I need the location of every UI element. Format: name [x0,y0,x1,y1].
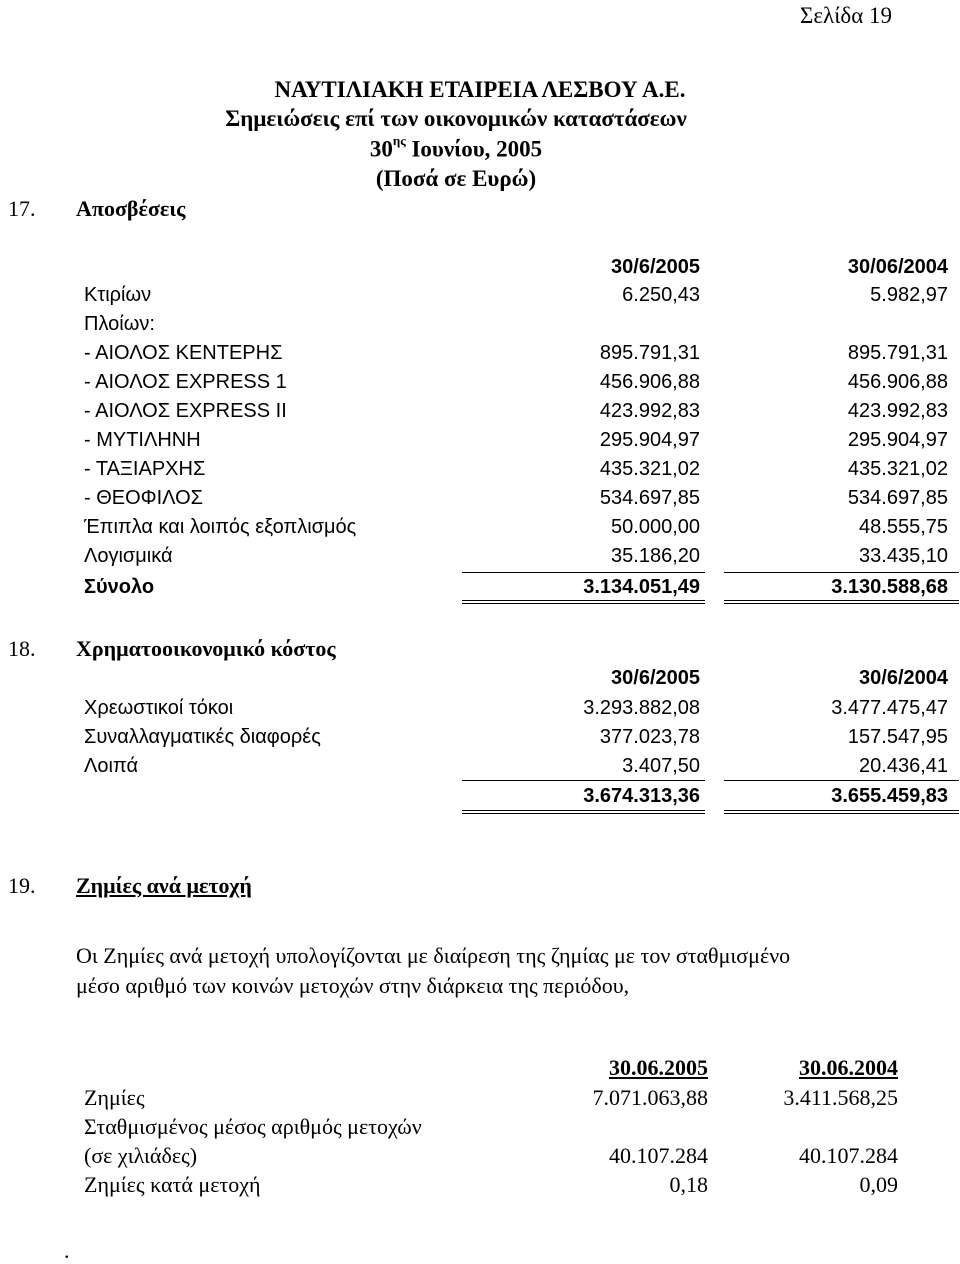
section-18-total-rule-2a [724,810,959,811]
section17-row-label: - ΑΙΟΛΟΣ EXPRESS 1 [84,371,287,393]
section-19-col2-header: 30.06.2004 [799,1055,898,1080]
section-17-subtotal-rule-1 [462,572,705,573]
section17-row-label: - ΤΑΞΙΑΡΧΗΣ [84,458,206,480]
date-suffix: ης [392,133,406,148]
section19-row-label: Ζημίες κατά μετοχή [84,1172,261,1197]
section19-row-value-2: 40.107.284 [799,1143,898,1168]
section-18-col2-header: 30/6/2004 [859,667,948,689]
section17-row-value-2: 456.906,88 [847,371,948,393]
section-18-total-rule-1b [462,813,705,814]
page-number: Σελίδα 19 [800,3,893,28]
section17-row-label: - ΘΕΟΦΙΛΟΣ [84,487,204,509]
section-18-number: 18. [8,636,36,661]
section-17-total-rule-2b [724,603,959,604]
section17-row-value-1: 895.791,31 [599,342,700,364]
company-name: ΝΑΥΤΙΛΙΑΚΗ ΕΤΑΙΡΕΙΑ ΛΕΣΒΟΥ Α.Ε. [274,77,686,102]
footer-mark: . [64,1238,70,1263]
section18-row-label: Λοιπά [84,755,139,777]
section-18-total-rule-2b [724,813,959,814]
section17-row-value-2: 423.992,83 [847,400,948,422]
section18-row-value-2: 3.477.475,47 [831,697,948,719]
section-18-total-rule-1a [462,810,705,811]
section-17-total-rule-2a [724,600,959,601]
section17-row-value-2: 435.321,02 [847,458,948,480]
date-day: 30 [369,136,393,162]
section17-row-label: - ΜΥΤΙΛΗΝΗ [84,429,201,451]
section17-row-label: Έπιπλα και λοιπός εξοπλισμός [84,516,357,538]
document-subtitle: Σημειώσεις επί των οικονομικών καταστάσεων [225,106,687,131]
section19-row-label: (σε χιλιάδες) [84,1143,198,1168]
section-17-subtotal-rule-2 [724,572,959,573]
section-17-total-v2: 3.130.588,68 [831,576,948,598]
section19-row-value-1: 0,18 [669,1172,708,1197]
section18-row-label: Συναλλαγματικές διαφορές [84,726,321,748]
section17-row-value-1: 50.000,00 [611,516,700,538]
section19-row-value-2: 3.411.568,25 [783,1085,898,1110]
section17-row-label: Πλοίων: [84,313,155,335]
section18-row-value-2: 157.547,95 [847,726,948,748]
section19-row-label: Σταθμισμένος μέσος αριθμός μετοχών [84,1114,422,1139]
section17-row-value-2: 534.697,85 [847,487,948,509]
section-17-col2-header: 30/06/2004 [847,256,948,278]
section17-row-value-2: 33.435,10 [859,545,948,567]
section18-row-value-2: 20.436,41 [859,755,948,777]
section-19-title: Ζημίες ανά μετοχή [76,873,252,898]
report-date [0,133,912,162]
section17-row-label: - ΑΙΟΛΟΣ ΚΕΝΤΕΡΗΣ [84,342,283,364]
section17-row-value-1: 435.321,02 [599,458,700,480]
section17-row-value-1: 35.186,20 [611,545,700,567]
section18-row-value-1: 3.293.882,08 [583,697,700,719]
section-17-total-rule-1b [462,603,705,604]
section-18-title: Χρηματοοικονομικό κόστος [76,636,336,661]
section19-row-label: Ζημίες [84,1085,145,1110]
section18-row-value-1: 3.407,50 [622,755,700,777]
currency-note: (Ποσά σε Ευρώ) [375,166,537,191]
section-18-subtotal-rule-1 [462,780,705,781]
section-18-col1-header: 30/6/2005 [611,667,700,689]
section17-row-value-1: 456.906,88 [599,371,700,393]
section-17-col1-header: 30/6/2005 [611,256,700,278]
section-19-col1-header: 30.06.2005 [609,1055,708,1080]
section17-row-label: Λογισμικά [84,545,173,567]
section18-row-value-1: 377.023,78 [599,726,700,748]
section-18-subtotal-rule-2 [724,780,959,781]
section-18-total-v2: 3.655.459,83 [831,785,948,807]
section-19-paragraph-line-2: μέσο αριθμό των κοινών μετοχών στην διάρκεια της περιόδου, [76,973,630,998]
section17-row-value-2: 295.904,97 [847,429,948,451]
section17-row-value-1: 423.992,83 [599,400,700,422]
section17-row-value-2: 48.555,75 [859,516,948,538]
section-19-number: 19. [8,873,36,898]
section19-row-value-2: 0,09 [859,1172,898,1197]
section17-row-label: Κτιρίων [84,284,152,306]
section-19-paragraph-line-1: Οι Ζημίες ανά μετοχή υπολογίζονται με διαίρεση της ζημίας με τον σταθμισμένο [76,943,791,968]
section-17-total-v1: 3.134.051,49 [583,576,700,598]
section-17-title: Αποσβέσεις [76,196,186,221]
section-17-number: 17. [8,196,36,221]
section17-row-value-2: 895.791,31 [847,342,948,364]
section17-row-value-1: 295.904,97 [599,429,700,451]
section17-row-value-2: 5.982,97 [870,284,948,306]
section18-row-label: Χρεωστικοί τόκοι [84,697,234,719]
section-18-total-v1: 3.674.313,36 [583,785,700,807]
section19-row-value-1: 7.071.063,88 [592,1085,708,1110]
section-17-total-label: Σύνολο [84,576,155,598]
date-rest: Ιουνίου, 2005 [411,136,543,162]
section-17-total-rule-1a [462,600,705,601]
section17-row-label: - ΑΙΟΛΟΣ EXPRESS II [84,400,287,422]
section17-row-value-1: 6.250,43 [622,284,700,306]
section19-row-value-1: 40.107.284 [609,1143,708,1168]
section17-row-value-1: 534.697,85 [599,487,700,509]
